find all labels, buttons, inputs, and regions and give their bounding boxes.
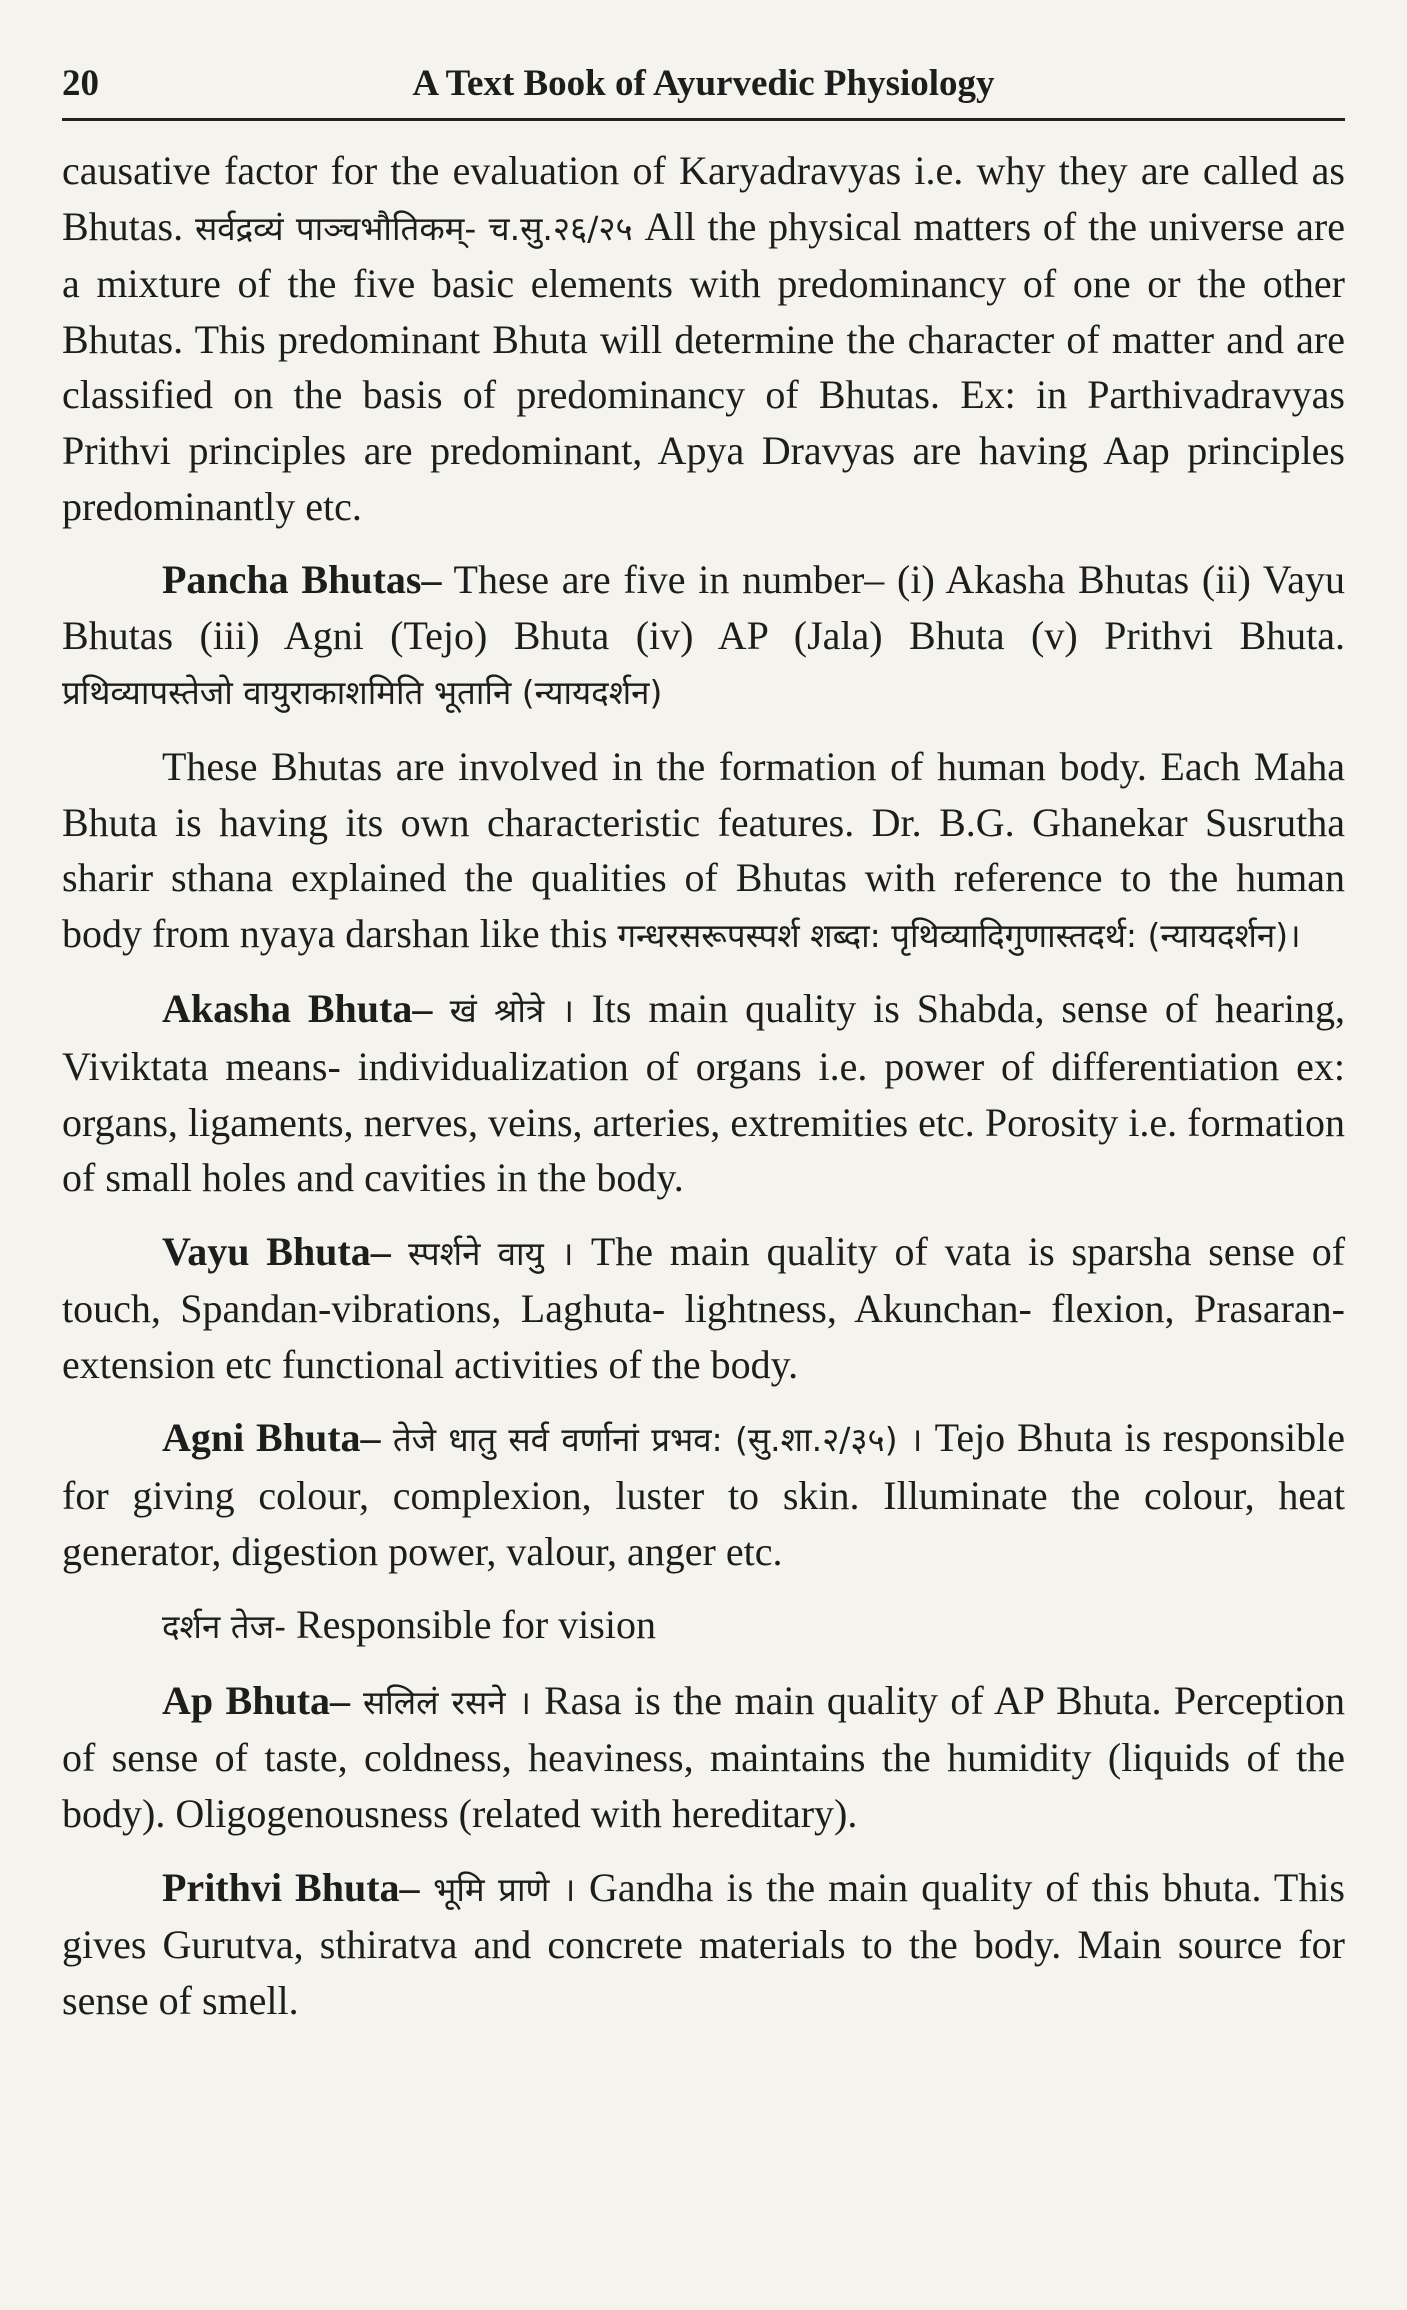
paragraph-pancha-bhutas xyxy=(62,552,1345,721)
sanskrit-quote: स्पर्शने वायु । xyxy=(390,1233,591,1273)
paragraph-text: Gandha is the main quality of this bhuta. This gives Gurutva, sthiratva and concrete materials to the body. Main source for sense of smell. xyxy=(62,1864,1345,2023)
paragraph-text: Tejo Bhuta is responsible for giving colour, complexion, luster to skin. Illuminate the colour, heat generator, digestion power, valour, anger etc. xyxy=(62,1415,1345,1574)
paragraph-text: causative factor for the evaluation of Karyadravyas i.e. why they are called as Bhutas. xyxy=(62,148,1345,249)
page-header xyxy=(62,56,1345,121)
paragraph-ap-bhuta xyxy=(62,1673,1345,1842)
term-heading: Pancha Bhutas– xyxy=(162,557,442,603)
paragraph-text: Rasa is the main quality of AP Bhuta. Perception of sense of taste, coldness, heaviness, maintains the humidity (liquids of the body). Oligogenousness (related with hereditary). xyxy=(62,1677,1345,1837)
paragraph-human-body xyxy=(62,739,1345,963)
term-heading: Prithvi Bhuta– xyxy=(162,1864,420,1910)
sanskrit-quote: प्रथिव्यापस्तेजो वायुराकाशमिति भूतानि (न्यायदर्शन) xyxy=(62,673,663,713)
paragraph-text: Its main quality is Shabda, sense of hearing, Viviktata means- individualization of organs i.e. power of differentiation ex: organs, ligaments, nerves, veins, arteries, extremities etc. Porosity i.e. formation of small holes and cavities in the body. xyxy=(62,986,1345,1201)
paragraph-akasha-bhuta xyxy=(62,981,1345,1205)
paragraph-prithvi-bhuta xyxy=(62,1860,1345,2029)
paragraph-vayu-bhuta xyxy=(62,1224,1345,1393)
sanskrit-quote: खं श्रोत्रे । xyxy=(432,991,592,1031)
paragraph-text: All the physical matters of the universe are a mixture of the five basic elements with predominancy of one or the other Bhutas. This predominant Bhuta will determine the character of matter and are classified on the basis of predominancy of Bhutas. Ex: in Parthivadravyas Prithvi principles are predominant, Apya Dravyas are having Aap principles predominantly etc. xyxy=(62,203,1345,529)
page-number: 20 xyxy=(62,63,99,104)
sanskrit-quote: भूमि प्राणे । xyxy=(419,1869,589,1909)
sanskrit-quote: दर्शन तेज- xyxy=(162,1607,286,1647)
body-text xyxy=(62,143,1345,2028)
paragraph-text: The main quality of vata is sparsha sense of touch, Spandan-vibrations, Laghuta- lightness, Akunchan- flexion, Prasaran-extension etc functional activities of the body. xyxy=(62,1228,1346,1387)
term-heading: Vayu Bhuta– xyxy=(162,1228,391,1274)
term-heading: Agni Bhuta– xyxy=(162,1415,381,1461)
term-heading: Ap Bhuta– xyxy=(162,1677,351,1723)
sanskrit-quote: गन्धरसरूपस्पर्श शब्दा: पृथिव्यादिगुणास्तदर्थ: (न्यायदर्शन)। xyxy=(617,915,1301,955)
paragraph-text: These Bhutas are involved in the formation of human body. Each Maha Bhuta is having its own characteristic features. Dr. B.G. Ghanekar Susrutha sharir sthana explained the qualities of Bhutas with reference to the human body from nyaya darshan like this xyxy=(62,743,1345,956)
running-title: A Text Book of Ayurvedic Physiology xyxy=(412,63,995,104)
paragraph-text: Responsible for vision xyxy=(285,1602,656,1648)
paragraph-bhutas-intro xyxy=(62,143,1345,534)
sanskrit-quote: सर्वद्रव्यं पाञ्चभौतिकम्- च.सु.२६/२५ xyxy=(194,208,633,248)
paragraph-darshan-tej xyxy=(62,1597,1345,1655)
term-heading: Akasha Bhuta– xyxy=(162,986,433,1032)
sanskrit-quote: तेजे धातु सर्व वर्णानां प्रभव: (सु.शा.२/३५) । xyxy=(380,1420,935,1460)
paragraph-agni-bhuta xyxy=(62,1410,1345,1579)
paragraph-text: These are five in number– (i) Akasha Bhutas (ii) Vayu Bhutas (iii) Agni (Tejo) Bhuta (iv) AP (Jala) Bhuta (v) Prithvi Bhuta. xyxy=(62,557,1345,658)
sanskrit-quote: सलिलं रसने । xyxy=(350,1682,544,1722)
